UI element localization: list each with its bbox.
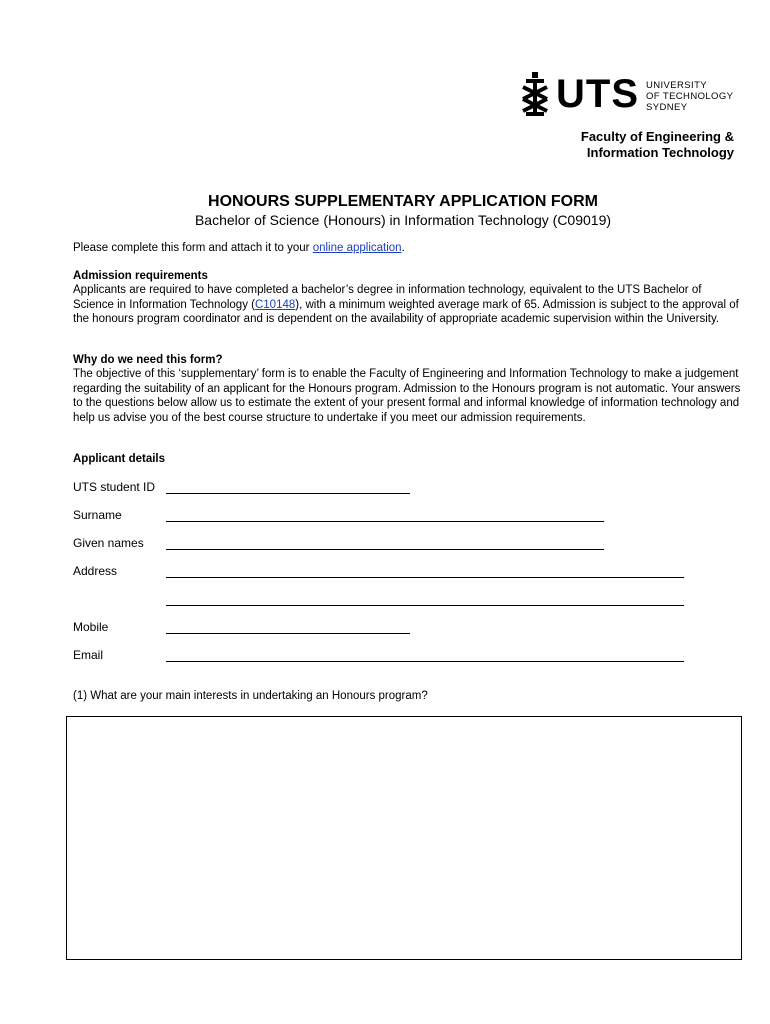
intro-paragraph [73, 241, 741, 255]
c10148-link[interactable]: C10148 [254, 298, 296, 311]
why-section [73, 353, 741, 425]
online-application-link[interactable]: online application [312, 242, 402, 254]
given-names-field[interactable] [166, 549, 604, 550]
admission-text [73, 283, 741, 326]
logo-line-2: OF TECHNOLOGY [646, 91, 734, 102]
mobile-label: Mobile [73, 620, 109, 634]
surname-label: Surname [73, 508, 122, 522]
question-1-answer-box[interactable] [66, 716, 742, 960]
student-id-label: UTS student ID [73, 480, 156, 494]
admission-section [73, 269, 741, 327]
uts-crest-icon [518, 72, 552, 116]
email-label: Email [73, 648, 104, 662]
address-field-line-1[interactable] [166, 577, 684, 578]
admission-text-end: ), with a minimum weighted average mark of 65. Admission is subject to the approval of the honours program coordinator and is dependent on the availability of appropriate academic supervision within the University. [73, 298, 739, 326]
intro-text: Please complete this form and attach it to your [73, 242, 313, 254]
why-heading: Why do we need this form? [73, 354, 223, 366]
given-names-label: Given names [73, 536, 144, 550]
why-text: The objective of this ‘supplementary’ form is to enable the Faculty of Engineering and Information Technology to make a judgement regarding the suitability of an applicant for the Honours program. Admission to the Honours program is not automatic. Your answers to the questions below allow us to estimate the extent of your present formal and informal knowledge of information technology and help us advise you of the best course structure to undertake if you meet our admission requirements. [73, 368, 741, 424]
surname-field[interactable] [166, 521, 604, 522]
form-title: HONOURS SUPPLEMENTARY APPLICATION FORM [208, 193, 598, 210]
admission-heading: Admission requirements [73, 270, 208, 282]
faculty-line-1: Faculty of Engineering & [580, 129, 734, 144]
uts-logo [518, 70, 748, 120]
mobile-field[interactable] [166, 633, 410, 634]
logo-university-name [646, 80, 733, 113]
admission-text-start: Applicants are required to have completed a bachelor’s degree in information technology, equivalent to the UTS Bachelor of Science in Information Technology ( [73, 284, 702, 311]
applicant-details-heading: Applicant details [73, 453, 166, 465]
faculty-line-2: Information Technology [586, 145, 734, 160]
question-1: (1) What are your main interests in undertaking an Honours program? [73, 690, 428, 702]
address-label: Address [73, 564, 118, 578]
logo-line-3: SYDNEY [646, 102, 688, 113]
student-id-field[interactable] [166, 493, 410, 494]
address-field-line-2[interactable] [166, 605, 684, 606]
logo-wordmark: UTS [556, 72, 639, 116]
email-field[interactable] [166, 661, 684, 662]
faculty-name [581, 129, 734, 161]
logo-line-1: UNIVERSITY [646, 80, 708, 91]
intro-end: . [401, 242, 405, 254]
form-subtitle: Bachelor of Science (Honours) in Information Technology (C09019) [194, 212, 612, 228]
